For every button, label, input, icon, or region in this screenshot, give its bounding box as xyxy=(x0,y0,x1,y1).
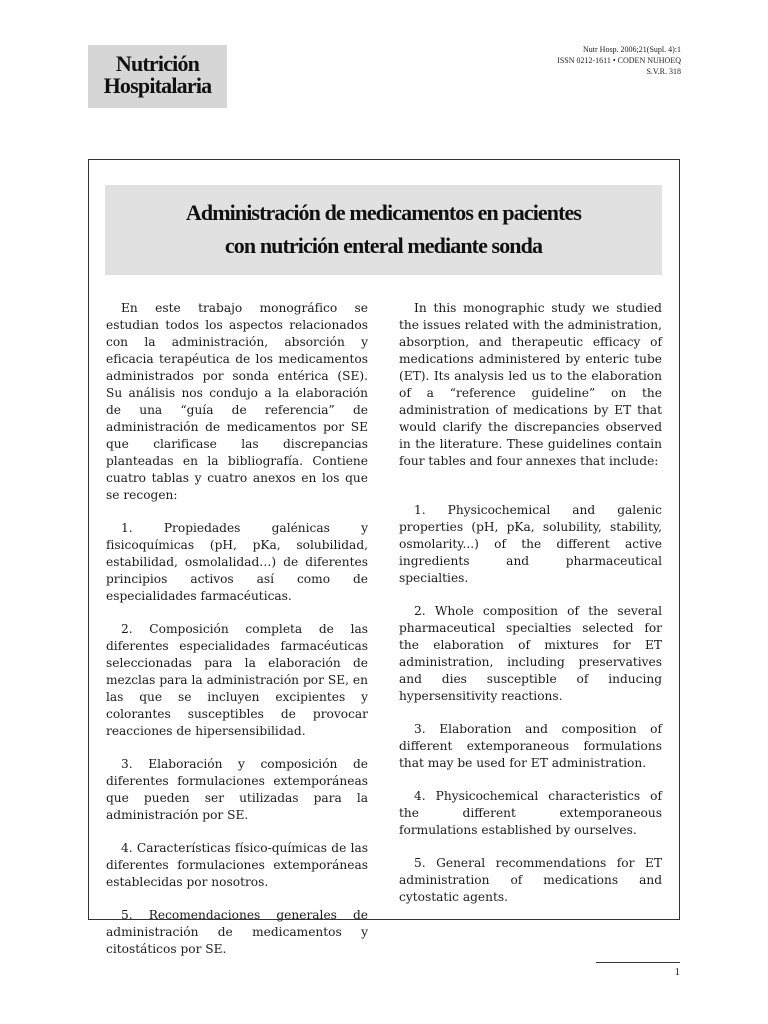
article-title-line-1: Administración de medicamentos en pacientes xyxy=(185,200,582,225)
logo-line-1: Nutrición xyxy=(115,51,200,76)
title-band xyxy=(105,185,662,275)
spanish-item-3: 3. Elaboración y composición de diferentes formulaciones extemporáneas que pueden ser utilizadas para la administración por SE. xyxy=(106,757,368,822)
english-item-5: 5. General recommendations for ET administration of medications and cytostatic agents. xyxy=(399,856,662,904)
english-abstract-column xyxy=(399,300,662,906)
page-number: 1 xyxy=(674,966,680,978)
citation: Nutr Hosp. 2006;21(Supl. 4):1 xyxy=(583,45,681,54)
english-intro: In this monographic study we studied the issues related with the administration, absorption, and therapeutic efficacy of medications administered by enteric tube (ET). Its analysis led us to the elaboration of a “reference guideline” on the administration of medications by ET that would clarify the discrepancies observed in the literature. These guidelines contain four tables and four annexes that include: xyxy=(399,301,662,468)
journal-meta xyxy=(557,44,681,77)
spanish-abstract-column xyxy=(106,300,368,958)
spanish-item-4: 4. Características físico-químicas de las diferentes formulaciones extemporáneas establecidas por nosotros. xyxy=(106,841,368,889)
spanish-item-1: 1. Propiedades galénicas y fisicoquímicas (pH, pKa, solubilidad, estabilidad, osmolalidad…) de diferentes principios activos así como de especialidades farmacéuticas. xyxy=(106,521,368,603)
english-item-2: 2. Whole composition of the several pharmaceutical specialties selected for the elaboration of mixtures for ET administration, including preservatives and dies susceptible of inducing hypersensitivity reactions. xyxy=(399,604,662,703)
svr: S.V.R. 318 xyxy=(646,67,681,76)
article-title-line-2: con nutrición enteral mediante sonda xyxy=(224,233,543,258)
spanish-intro: En este trabajo monográfico se estudian todos los aspectos relacionados con la administración, absorción y eficacia terapéutica de los medicamentos administrados por sonda entérica (SE). Su análisis nos condujo a la elaboración de una “guía de referencia” de administración de medicamentos por SE que clarificase las discrepancias planteadas en la bibliografía. Contiene cuatro tablas y cuatro anexos en los que se recogen: xyxy=(106,301,368,502)
logo-line-2: Hospitalaria xyxy=(103,73,212,98)
english-item-4: 4. Physicochemical characteristics of the different extemporaneous formulations established by ourselves. xyxy=(399,789,662,837)
journal-logo xyxy=(88,45,227,108)
english-item-3: 3. Elaboration and composition of different extemporaneous formulations that may be used for ET administration. xyxy=(399,722,662,770)
english-item-1: 1. Physicochemical and galenic properties (pH, pKa, solubility, stability, osmolarity...) of the different active ingredients and pharmaceutical specialties. xyxy=(399,503,662,585)
issn: ISSN 0212-1611 • CODEN NUHOEQ xyxy=(557,56,681,65)
spanish-item-2: 2. Composición completa de las diferentes especialidades farmacéuticas seleccionadas para la elaboración de mezclas para la administración por SE, en las que se incluyen excipientes y colorantes susceptibles de provocar reacciones de hipersensibilidad. xyxy=(106,622,368,738)
footer-rule xyxy=(596,962,680,963)
spanish-item-5: 5. Recomendaciones generales de administración de medicamentos y citostáticos por SE. xyxy=(106,908,368,956)
